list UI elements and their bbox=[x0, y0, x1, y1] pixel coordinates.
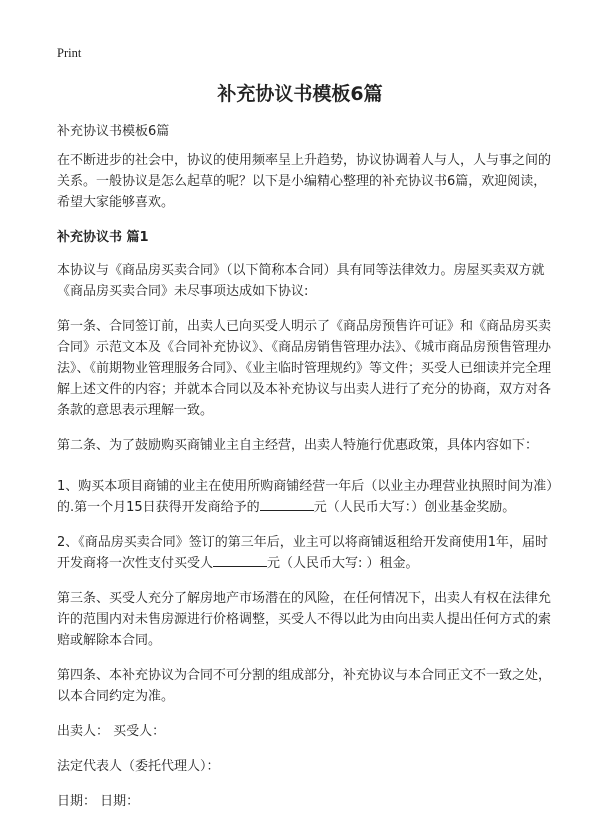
paragraph-article-3: 第三条、买受人充分了解房地产市场潜在的风险，在任何情况下，出卖人有权在法律允许的范围内对未售房源进行价格调整，买受人不得以此为由向出卖人提出任何方式的索赔或解除本合同。 bbox=[57, 591, 552, 648]
intro-paragraph: 在不断进步的社会中，协议的使用频率呈上升趋势，协议协调着人与人，人与事之间的关系。一般协议是怎么起草的呢？以下是小编精心整理的补充协议书6篇，欢迎阅读，希望大家能够喜欢。 bbox=[57, 153, 552, 210]
item-2-text-b: 元（人民币大写: ）租金。 bbox=[267, 556, 419, 571]
article-body bbox=[57, 121, 553, 826]
paragraph-item-1 bbox=[57, 476, 553, 518]
signature-representative: 法定代表人（委托代理人）： bbox=[57, 759, 220, 774]
blank-line bbox=[260, 498, 314, 511]
signature-parties: 出卖人： 买受人： bbox=[57, 724, 166, 739]
print-link[interactable]: Print bbox=[57, 46, 82, 60]
blank-line bbox=[213, 554, 267, 567]
article-subtitle: 补充协议书模板6篇 bbox=[57, 124, 170, 139]
paragraph-article-2: 第二条、为了鼓励购买商铺业主自主经营，出卖人特施行优惠政策，具体内容如下： bbox=[57, 438, 539, 453]
item-1-text-b: 元（人民币大写：）创业基金奖励。 bbox=[313, 500, 516, 515]
item-2-text-a: 2、《商品房买卖合同》签订的第三年后，业主可以将商铺返租给开发商使用1年，届时开发商将一次性支付买受人 bbox=[57, 535, 549, 571]
page-title: 补充协议书模板6篇 bbox=[217, 83, 383, 105]
signature-dates: 日期： 日期： bbox=[57, 794, 140, 809]
paragraph-article-1: 第一条、合同签订前，出卖人已向买受人明示了《商品房预售许可证》和《商品房买卖合同》示范文本及《合同补充协议》、《商品房销售管理办法》、《城市商品房预售管理办法》、《前期物业管理服务合同》、《业主临时管理规约》等文件；买受人已细读并完全理解上述文件的内容；并就本合同以及本补充协议与出卖人进行了充分的协商，双方对各条款的意思表示理解一致。 bbox=[57, 319, 552, 418]
paragraph-item-2 bbox=[57, 532, 553, 574]
section-heading: 补充协议书 篇1 bbox=[57, 230, 149, 245]
paragraph-article-4: 第四条、本补充协议为合同不可分割的组成部分，补充协议与本合同正文不一致之处，以本合同约定为准。 bbox=[57, 668, 552, 704]
paragraph-1: 本协议与《商品房买卖合同》（以下简称本合同）具有同等法律效力。房屋买卖双方就《商品房买卖合同》未尽事项达成如下协议: bbox=[57, 263, 545, 299]
item-1-text-a: 1、购买本项目商铺的业主在使用所购商铺经营一年后（以业主办理营业执照时间为准）的.第一个月15日获得开发商给予的 bbox=[57, 479, 553, 515]
